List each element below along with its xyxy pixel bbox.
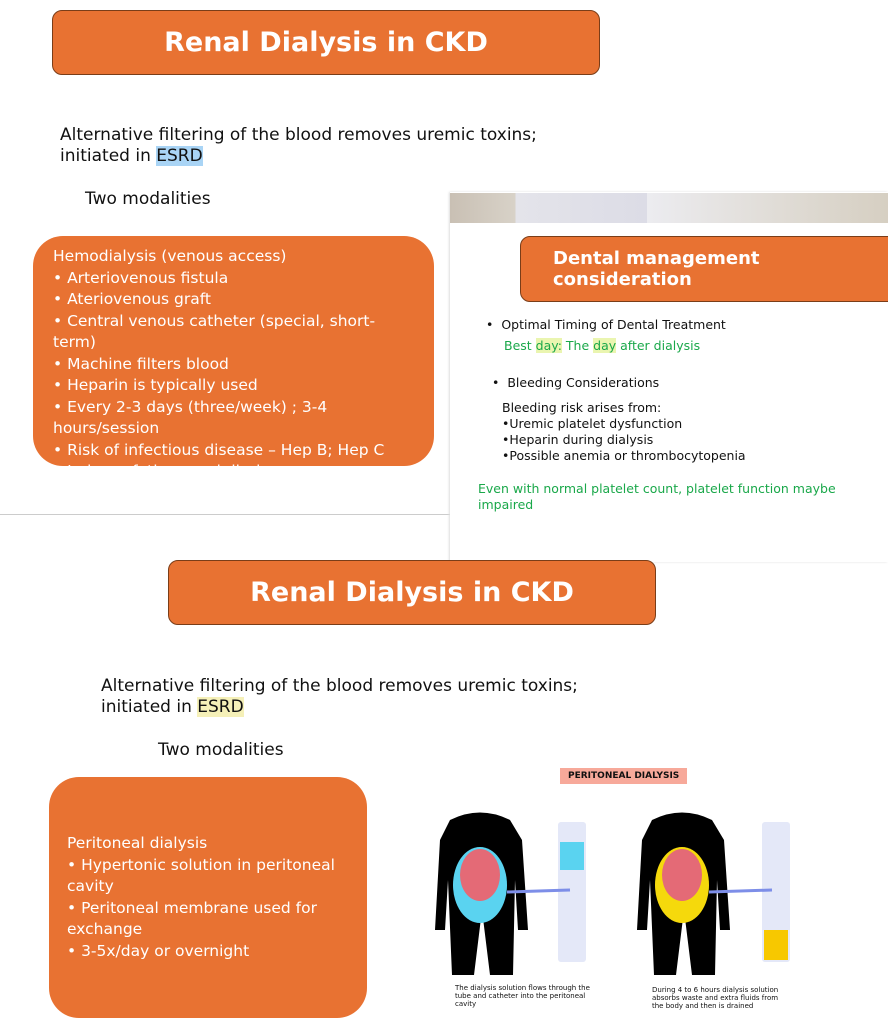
t3: The [561, 338, 594, 353]
dental-panel [450, 192, 888, 562]
box-item: • Hypertonic solution in peritoneal cavity [67, 855, 335, 895]
figure-title: PERITONEAL DIALYSIS [560, 768, 687, 784]
slide1-title: Renal Dialysis in CKD [52, 10, 600, 75]
intro-line: Alternative filtering of the blood removes uremic toxins; [101, 676, 578, 696]
t2: day: [535, 338, 562, 353]
dialysis-machine-photo [450, 193, 888, 223]
box-item: • Machine filters blood [53, 354, 229, 373]
bleeding-list [502, 400, 746, 464]
slide2-intro [101, 676, 578, 718]
box-item: • Induces fatigue and dizziness [53, 462, 296, 480]
slide2-title: Renal Dialysis in CKD [168, 560, 656, 625]
t5: after dialysis [616, 338, 701, 353]
timing-heading: • Optimal Timing of Dental Treatment [486, 317, 726, 332]
peritoneal-dialysis-figure [410, 760, 790, 1020]
bleeding-heading-text: Bleeding Considerations [507, 375, 660, 390]
timing-best [504, 338, 700, 354]
esrd-highlight: ESRD [156, 146, 203, 166]
intro-prefix: initiated in [101, 697, 198, 717]
box-item: • 3-5x/day or overnight [67, 941, 250, 960]
box-item: • Arteriovenous fistula [53, 268, 229, 287]
timing-heading-text: Optimal Timing of Dental Treatment [501, 317, 726, 332]
intro-line: Alternative filtering of the blood removes uremic toxins; [60, 125, 537, 145]
box-item: • Peritoneal membrane used for exchange [67, 898, 317, 938]
box-item: • Central venous catheter (special, short-term) [53, 311, 376, 351]
intro-line [101, 697, 578, 718]
bleeding-intro: Bleeding risk arises from: [502, 400, 662, 415]
intro-prefix: initiated in [60, 146, 157, 166]
slide-divider [0, 514, 450, 515]
caption-left: The dialysis solution flows through the tube and catheter into the peritoneal cavity [455, 984, 590, 1008]
caption-right: During 4 to 6 hours dialysis solution absorbs waste and extra fluids from the body and then is drained [652, 986, 779, 1010]
modalities-label: Two modalities [158, 740, 284, 760]
slide1-intro [60, 125, 537, 167]
platelet-note: Even with normal platelet count, platelet function maybe impaired [478, 481, 836, 512]
esrd-highlight: ESRD [197, 697, 244, 717]
box-item: • Heparin is typically used [53, 376, 258, 394]
body-silhouette-left [435, 813, 586, 976]
bleeding-item: •Possible anemia or thrombocytopenia [502, 448, 746, 463]
box-item: Hemodialysis (venous access) [53, 247, 287, 265]
bleeding-heading: • Bleeding Considerations [492, 375, 660, 390]
box-item: Peritoneal dialysis [67, 834, 208, 852]
box-item: • Ateriovenous graft [53, 290, 211, 308]
dental-title: Dental management consideration [520, 236, 888, 302]
intro-line [60, 146, 537, 167]
modalities-label: Two modalities [85, 189, 211, 209]
t1: Best [504, 338, 536, 353]
body-diagram-illustration [410, 760, 790, 980]
box-item: • Every 2-3 days (three/week) ; 3-4 hours/session [53, 397, 328, 437]
bleeding-item: •Uremic platelet dysfunction [502, 416, 683, 431]
peritoneal-box [49, 777, 367, 1018]
hemodialysis-box [33, 236, 434, 480]
box-item: • Risk of infectious disease – Hep B; Hep C [53, 440, 385, 459]
bleeding-item: •Heparin during dialysis [502, 432, 654, 447]
body-silhouette-right [637, 813, 790, 976]
t4: day [593, 338, 617, 353]
